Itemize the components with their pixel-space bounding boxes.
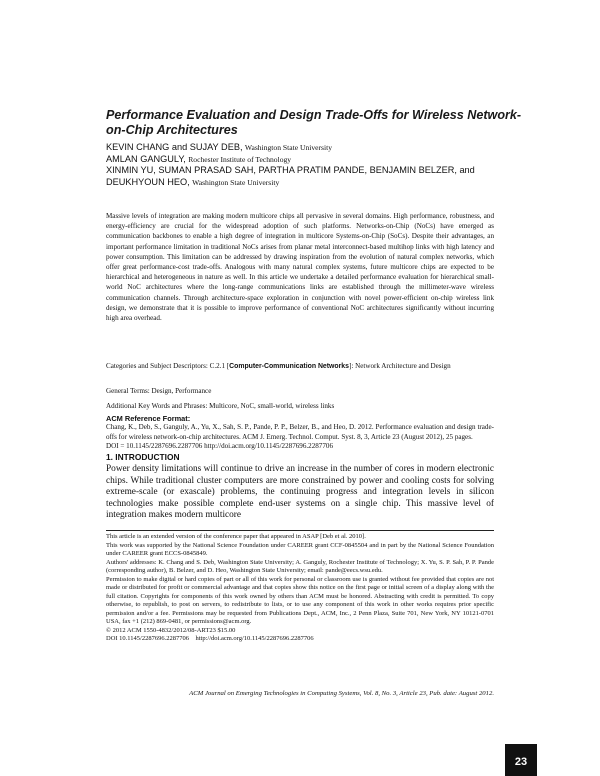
author-names: AMLAN GANGULY, xyxy=(106,153,186,164)
keywords: Additional Key Words and Phrases: Multicore, NoC, small-world, wireless links xyxy=(106,402,335,410)
categories-suffix: ]: Network Architecture and Design xyxy=(348,362,451,370)
journal-footer: ACM Journal on Emerging Technologies in Computing Systems, Vol. 8, No. 3, Article 23, Pub. date: August 2012. xyxy=(189,690,494,697)
author-list xyxy=(106,142,526,188)
abstract: Massive levels of integration are making modern multicore chips all pervasive in several domains. High performance, robustness, and energy-efficiency are crucial for the widespread adoption of such platforms. Networks-on-Chip (NoCs) have emerged as communication backbones to enable a high degree of integration in multicore Systems-on-Chip (SoCs). Despite their advantages, an important performance limitation in traditional NoCs arises from planar metal interconnect-based multihop links with high latency and power consumption. This limitation can be addressed by drawing inspiration from the evolution of natural complex networks, which offer great performance-cost trade-offs. Analogous with many natural complex systems, future multicore chips are expected to be hierarchical and heterogeneous in nature as well. In this article we undertake a detailed performance evaluation for hierarchical small-world NoC architectures where the long-range communications links are established through the millimeter-wave wireless communication channels. Through architecture-space exploration in conjunction with novel power-efficient on-chip wireless link design, we demonstrate that it is possible to improve performance of conventional NoC architectures significantly without incurring high area overhead. xyxy=(106,212,494,323)
categories-bold: Computer-Communication Networks xyxy=(229,363,349,370)
footnote: Authors' addresses: K. Chang and S. Deb, Washington State University; A. Ganguly, Rochester Institute of Technology; X. Yu, S. P. Sah, P. P. Pande (corresponding author), B. Belzer, and D. Heo, Washington State University; email: pande@eecs.wsu.edu. xyxy=(106,558,494,574)
footnote: This work was supported by the National Science Foundation under CAREER grant CCF-0845504 and in part by the National Science Foundation under CAREER grant ECCS-0845849. xyxy=(106,541,494,557)
general-terms: General Terms: Design, Performance xyxy=(106,387,212,395)
reference-heading: ACM Reference Format: xyxy=(106,414,191,423)
categories xyxy=(106,362,494,371)
footnote-divider xyxy=(106,530,494,531)
author-line xyxy=(106,165,526,188)
footnote: © 2012 ACM 1550-4832/2012/08-ART23 $15.00 xyxy=(106,626,236,634)
author-names: KEVIN CHANG and SUJAY DEB, xyxy=(106,142,243,152)
footnote: This article is an extended version of the conference paper that appeared in ASAP [Deb et al. 2010]. xyxy=(106,533,366,540)
paper-title: Performance Evaluation and Design Trade-Offs for Wireless Network-on-Chip Architectures xyxy=(106,108,522,137)
section-heading: 1. INTRODUCTION xyxy=(106,452,180,462)
page-number: 23 xyxy=(514,756,528,768)
reference-text: Chang, K., Deb, S., Ganguly, A., Yu, X., Sah, S. P., Pande, P. P., Belzer, B., and Heo, D. 2012. Performance evaluation and design trade-offs for wireless network-on-chip architectures. ACM J. Emerg. Technol. Comput. Syst. 8, 3, Article 23 (August 2012), 25 pages. xyxy=(106,423,494,441)
footnote: Permission to make digital or hard copies of part or all of this work for personal or classroom use is granted without fee provided that copies are not made or distributed for profit or commercial advantage and that copies show this notice on the first page or initial screen of a display along with the full citation. Copyrights for components of this work owned by others than ACM must be honored. Abstracting with credit is permitted. To copy otherwise, to republish, to post on servers, to redistribute to lists, or to use any component of this work in other works requires prior specific permission and/or a fee. Permissions may be requested from Publications Dept., ACM, Inc., 2 Penn Plaza, Suite 701, New York, NY 10121-0701 USA, fax +1 (212) 869-0481, or permissions@acm.org. xyxy=(106,575,494,625)
footnotes xyxy=(106,533,494,644)
page-number-box xyxy=(505,744,537,776)
author-affiliation: Washington State University xyxy=(192,177,280,187)
author-names: XINMIN YU, SUMAN PRASAD SAH, PARTHA PRATIM PANDE, BENJAMIN BELZER, and DEUKHYOUN HEO, xyxy=(106,165,475,187)
footnote: DOI 10.1145/2287696.2287706 http://doi.acm.org/10.1145/2287696.2287706 xyxy=(106,635,314,642)
intro-paragraph: Power density limitations will continue to drive an increase in the number of cores in modern electronic chips. While traditional cluster computers are more constrained by power and cooling costs for solving extreme-scale (or exascale) problems, the continuing progress and integration levels in silicon technologies make possible complete end-user systems on a single chip. This massive level of integration makes modern multicore xyxy=(106,464,494,521)
author-line xyxy=(106,142,526,154)
categories-prefix: Categories and Subject Descriptors: C.2.1 [ xyxy=(106,362,230,370)
acm-reference xyxy=(106,414,494,452)
author-line xyxy=(106,154,526,166)
author-affiliation: Rochester Institute of Technology xyxy=(188,154,292,164)
reference-doi: DOI = 10.1145/2287696.2287706 http://doi.acm.org/10.1145/2287696.2287706 xyxy=(106,442,333,451)
author-affiliation: Washington State University xyxy=(244,143,333,152)
